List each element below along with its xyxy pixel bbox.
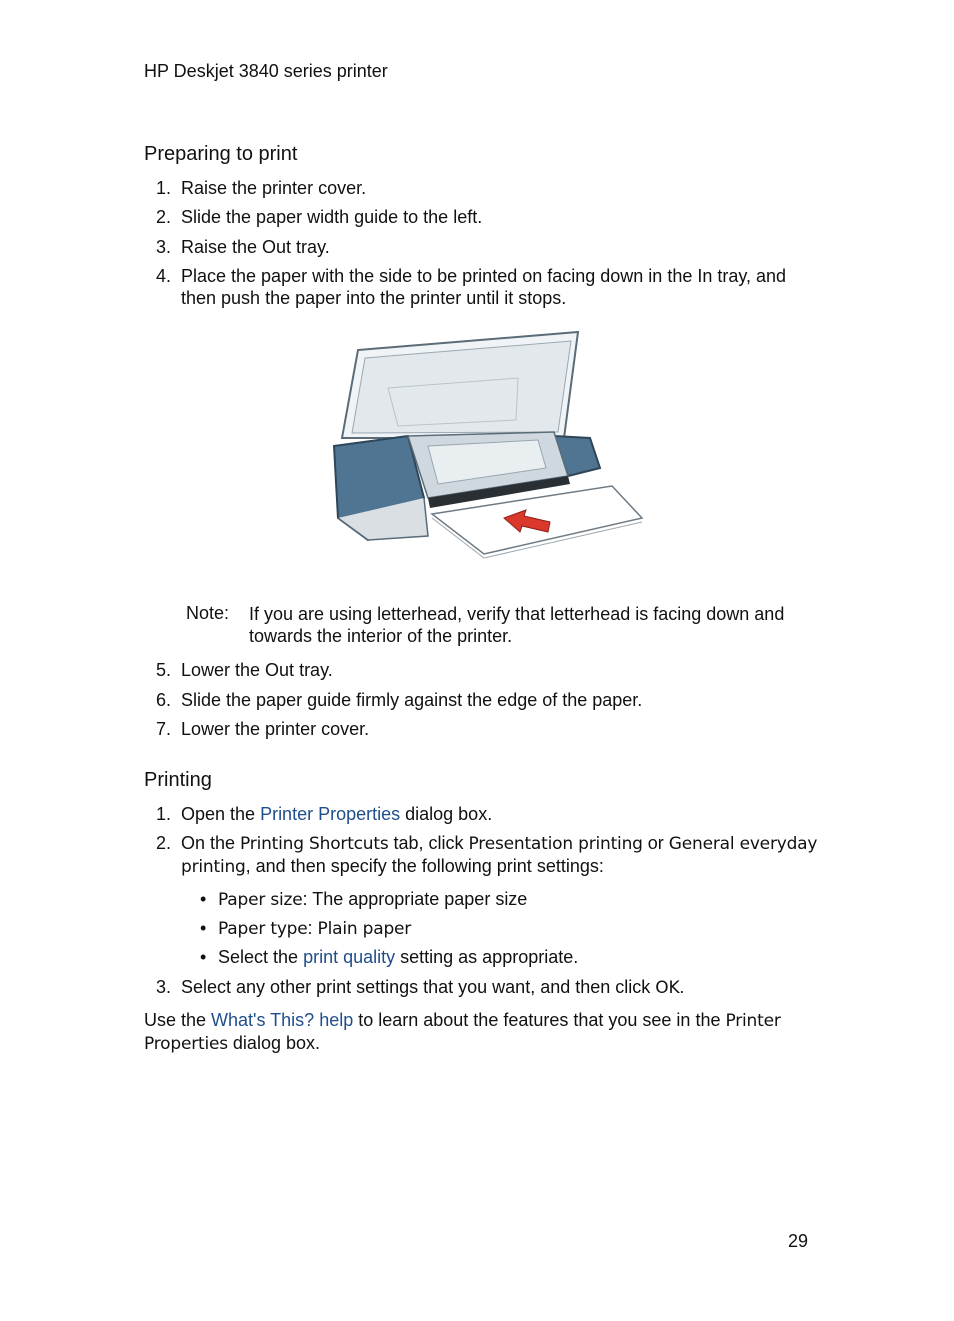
printer-properties-link[interactable]: Printer Properties xyxy=(260,804,401,824)
list-text: Raise the printer cover. xyxy=(181,178,367,198)
list-number: 5. xyxy=(156,660,172,680)
list-text: Open the Printer Properties dialog box. xyxy=(181,804,493,824)
running-header: HP Deskjet 3840 series printer xyxy=(144,61,388,81)
bullet-item: • Select the print quality setting as appropriate. xyxy=(200,947,579,967)
list-text: On the Printing Shortcuts tab, click Presentation printing or General everyday printing, and then specify the following print settings: xyxy=(181,833,818,877)
list-item xyxy=(156,718,816,740)
note-label: Note: xyxy=(186,603,230,623)
list-text: Select any other print settings that you want, and then click OK. xyxy=(181,977,685,998)
ui-term: OK xyxy=(655,978,680,998)
list-item xyxy=(156,236,816,258)
note-text: If you are using letterhead, verify that letterhead is facing down and towards the interior of the printer. xyxy=(249,604,785,646)
bullet-dot: • xyxy=(200,889,207,909)
list-item xyxy=(156,265,816,308)
list-text: Lower the printer cover. xyxy=(181,719,370,739)
list-number: 2. xyxy=(156,833,172,853)
section-title-printing: Printing xyxy=(144,769,212,791)
ui-term: General everyday printing xyxy=(181,834,818,877)
closing-paragraph: Use the What's This? help to learn about the features that you see in the Printer Properties dialog box. xyxy=(144,1010,781,1054)
list-number: 4. xyxy=(156,266,172,286)
page-number: 29 xyxy=(788,1231,809,1251)
ui-term: Printing Shortcuts xyxy=(240,834,389,854)
list-item xyxy=(156,206,816,228)
list-item xyxy=(156,689,816,711)
list-item xyxy=(156,976,816,998)
list-text: Raise the Out tray. xyxy=(181,237,330,257)
list-number: 1. xyxy=(156,804,172,824)
bullet-item: • Paper type: Plain paper xyxy=(200,918,412,939)
list-number: 1. xyxy=(156,178,172,198)
list-text: Slide the paper guide firmly against the edge of the paper. xyxy=(181,690,643,710)
list-item xyxy=(156,832,818,877)
list-item xyxy=(156,177,816,199)
list-text: Lower the Out tray. xyxy=(181,660,333,680)
list-text: Place the paper with the side to be printed on facing down in the In tray, and then push the paper into the printer until it stops. xyxy=(181,266,787,308)
list-number: 7. xyxy=(156,719,172,739)
bullet-dot: • xyxy=(200,947,207,967)
ui-term: Printer Properties xyxy=(144,1011,781,1054)
print-quality-link[interactable]: print quality xyxy=(303,947,396,967)
whats-this-help-link[interactable]: What's This? help xyxy=(211,1010,354,1030)
list-number: 6. xyxy=(156,690,172,710)
printer-illustration xyxy=(328,328,648,568)
ui-term: Plain paper xyxy=(317,919,412,939)
ui-term: Presentation printing xyxy=(468,834,643,854)
list-number: 3. xyxy=(156,977,172,997)
ui-term: Paper type xyxy=(218,919,308,939)
list-text: Slide the paper width guide to the left. xyxy=(181,207,483,227)
ui-term: Paper size xyxy=(218,890,303,910)
list-item xyxy=(156,659,816,681)
bullet-dot: • xyxy=(200,918,207,938)
list-number: 3. xyxy=(156,237,172,257)
list-number: 2. xyxy=(156,207,172,227)
section-title-preparing: Preparing to print xyxy=(144,143,298,165)
list-item xyxy=(156,803,816,825)
bullet-item: • Paper size: The appropriate paper size xyxy=(200,889,528,910)
